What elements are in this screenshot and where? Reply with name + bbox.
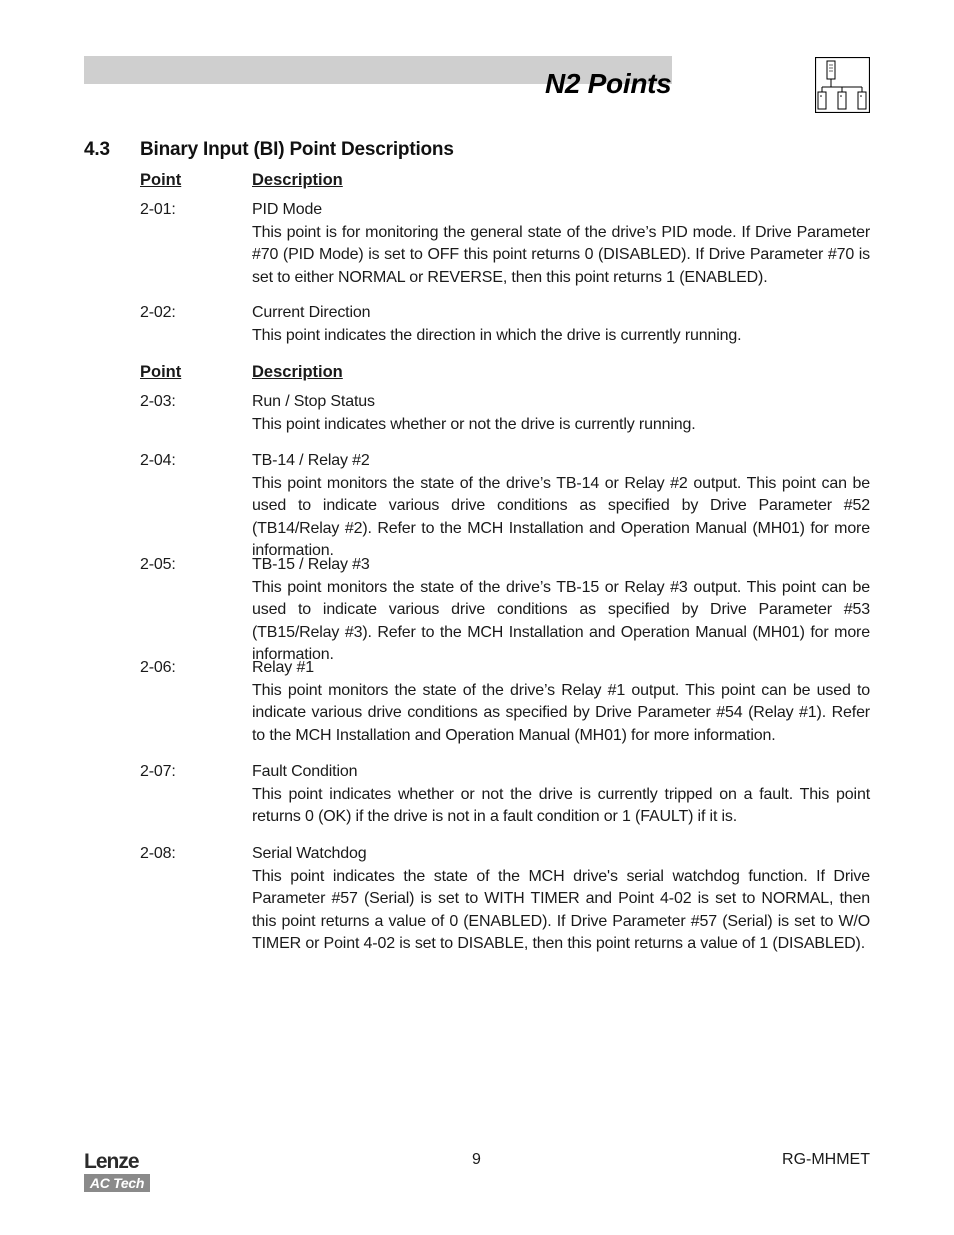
point-name: Relay #1 [252, 659, 314, 676]
point-id: 2-07: [140, 763, 176, 780]
point-id: 2-04: [140, 452, 176, 469]
point-description: This point indicates the direction in which the drive is currently running. [252, 326, 742, 344]
network-diagram-icon [815, 57, 870, 113]
point-entry-2-02 [140, 302, 870, 347]
page-number: 9 [472, 1151, 481, 1168]
point-entry-2-06 [140, 657, 870, 747]
section-heading [84, 138, 454, 162]
point-id: 2-06: [140, 659, 176, 676]
description-column-header: Description [252, 363, 343, 381]
point-name: Serial Watchdog [252, 845, 367, 862]
point-entry-2-07 [140, 761, 870, 829]
point-description: This point monitors the state of the drive’s Relay #1 output. This point can be used to indicate various drive conditions as specified by Drive Parameter #54 (Relay #1). Refer to the MCH Installation and Operation Manual (MH01) for more information. [252, 681, 870, 744]
point-name: Fault Condition [252, 763, 358, 780]
point-id: 2-03: [140, 393, 176, 410]
point-column-header: Point [140, 171, 182, 189]
section-title: Binary Input (BI) Point Descriptions [140, 139, 454, 160]
point-id: 2-08: [140, 845, 176, 862]
point-entry-2-04 [140, 450, 870, 563]
point-description: This point indicates whether or not the drive is currently running. [252, 415, 696, 433]
point-id: 2-05: [140, 556, 176, 573]
point-id: 2-02: [140, 304, 176, 321]
point-description: This point monitors the state of the drive’s TB-15 or Relay #3 output. This point can be used to indicate various drive conditions as specified by Drive Parameter #53 (TB15/Relay #3). Refer to the MCH Installation and Operation Manual (MH01) for more information. [252, 578, 870, 663]
point-name: PID Mode [252, 201, 322, 218]
point-description: This point is for monitoring the general state of the drive’s PID mode. If Drive Parameter #70 (PID Mode) is set to OFF this point returns 0 (DISABLED). If Drive Parameter #70 is set to either NORMAL or REVERSE, then this point returns 1 (ENABLED). [252, 223, 870, 286]
section-number: 4.3 [84, 139, 110, 160]
point-description: This point monitors the state of the drive’s TB-14 or Relay #2 output. This point can be used to indicate various drive conditions as specified by Drive Parameter #52 (TB14/Relay #2). Refer to the MCH Installation and Operation Manual (MH01) for more information. [252, 474, 870, 559]
point-entry-2-05 [140, 554, 870, 667]
point-name: TB-15 / Relay #3 [252, 556, 370, 573]
point-id: 2-01: [140, 201, 176, 218]
document-code: RG-MHMET [782, 1151, 870, 1168]
point-entry-2-01 [140, 199, 870, 289]
point-name: Run / Stop Status [252, 393, 375, 410]
column-headers [140, 169, 870, 191]
point-column-header: Point [140, 363, 182, 381]
point-description: This point indicates the state of the MCH drive's serial watchdog function. If Drive Parameter #57 (Serial) is set to WITH TIMER and Point 4-02 is set to NORMAL, then this point returns a value of 0 (ENABLED). If Drive Parameter #57 (Serial) is set to W/O TIMER or Point 4-02 is set to DISABLE, then this point returns a value of 1 (DISABLED). [252, 867, 870, 952]
description-column-header: Description [252, 171, 343, 189]
point-entry-2-08 [140, 843, 870, 956]
point-entry-2-03 [140, 391, 870, 436]
logo-actech-text: AC Tech [84, 1174, 150, 1192]
point-name: Current Direction [252, 304, 371, 321]
logo-lenze-text: Lenze [84, 1150, 139, 1173]
point-name: TB-14 / Relay #2 [252, 452, 370, 469]
column-headers [140, 361, 870, 383]
company-logo [84, 1151, 150, 1193]
page-title: N2 Points [545, 68, 672, 99]
point-description: This point indicates whether or not the drive is currently tripped on a fault. This point returns 0 (OK) if the drive is not in a fault condition or 1 (FAULT) if it is. [252, 785, 870, 825]
